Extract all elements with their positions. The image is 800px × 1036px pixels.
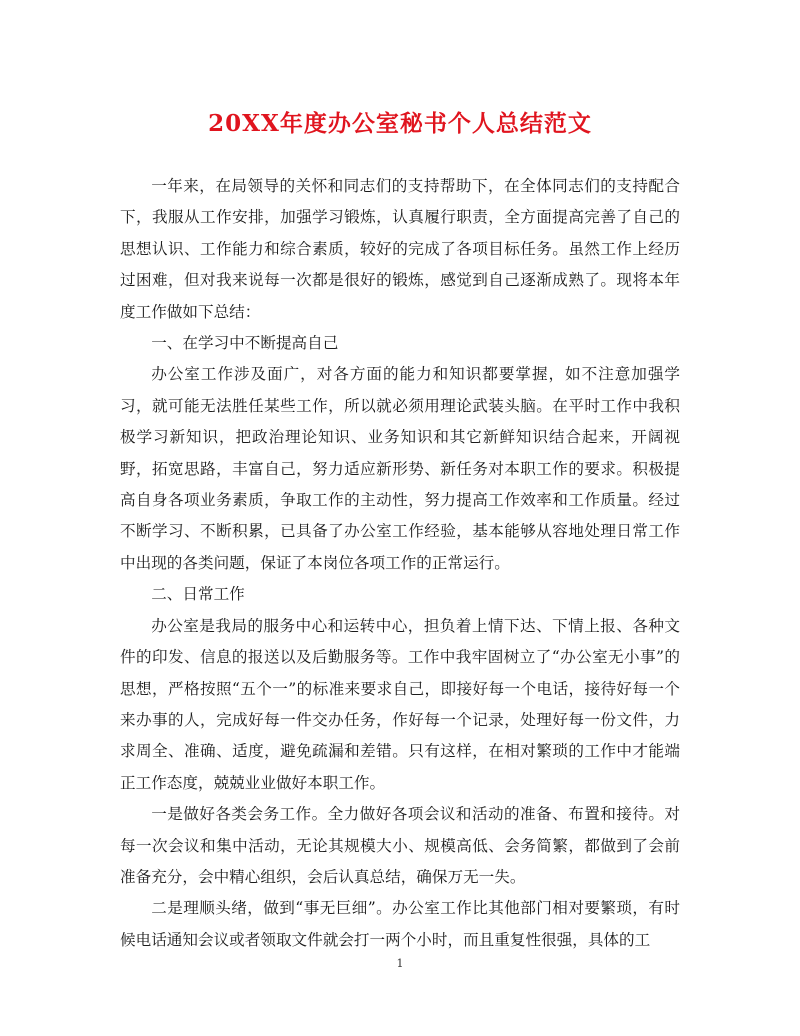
- section-heading-1: 一、在学习中不断提高自己: [151, 334, 339, 353]
- section-heading-2: 二、日常工作: [151, 585, 245, 604]
- paragraph-intro: 一年来，在局领导的关怀和同志们的支持帮助下，在全体同志们的支持配合下，我服从工作安排，加强学习锻炼，认真履行职责，全方面提高完善了自己的思想认识、工作能力和综合素质，较好的完成了各项目标任务。虽然工作上经历过困难，但对我来说每一次都是很好的锻炼，感觉到自己逐渐成熟了。现将本年度工作做如下总结：: [120, 177, 680, 321]
- document-title: 20XX年度办公室秘书个人总结范文: [208, 110, 592, 137]
- paragraph-details: 二是理顺头绪，做到“事无巨细”。办公室工作比其他部门相对要繁琐，有时候电话通知会议或者领取文件就会打一两个小时，而且重复性很强，具体的工: [120, 899, 680, 949]
- paragraph-meetings: 一是做好各类会务工作。全力做好各项会议和活动的准备、布置和接待。对每一次会议和集中活动，无论其规模大小、规模高低、会务简繁，都做到了会前准备充分，会中精心组织，会后认真总结，确保万无一失。: [120, 805, 680, 886]
- paragraph-study: 办公室工作涉及面广，对各方面的能力和知识都要掌握，如不注意加强学习，就可能无法胜任某些工作，所以就必须用理论武装头脑。在平时工作中我积极学习新知识，把政治理论知识、业务知识和其它新鲜知识结合起来，开阔视野，拓宽思路，丰富自己，努力适应新形势、新任务对本职工作的要求。积极提高自身各项业务素质，争取工作的主动性，努力提高工作效率和工作质量。经过不断学习、不断积累，已具备了办公室工作经验，基本能够从容地处理日常工作中出现的各类问题，保证了本岗位各项工作的正常运行。: [120, 365, 680, 572]
- page-number: 1: [396, 957, 404, 970]
- document-body: [120, 171, 680, 956]
- paragraph-daily-work: 办公室是我局的服务中心和运转中心，担负着上情下达、下情上报、各种文件的印发、信息的报送以及后勤服务等。工作中我牢固树立了“办公室无小事”的思想，严格按照“五个一”的标准来要求自己，即接好每一个电话，接待好每一个来办事的人，完成好每一件交办任务，作好每一个记录，处理好每一份文件，力求周全、准确、适度，避免疏漏和差错。只有这样，在相对繁琐的工作中才能端正工作态度，兢兢业业做好本职工作。: [120, 616, 680, 792]
